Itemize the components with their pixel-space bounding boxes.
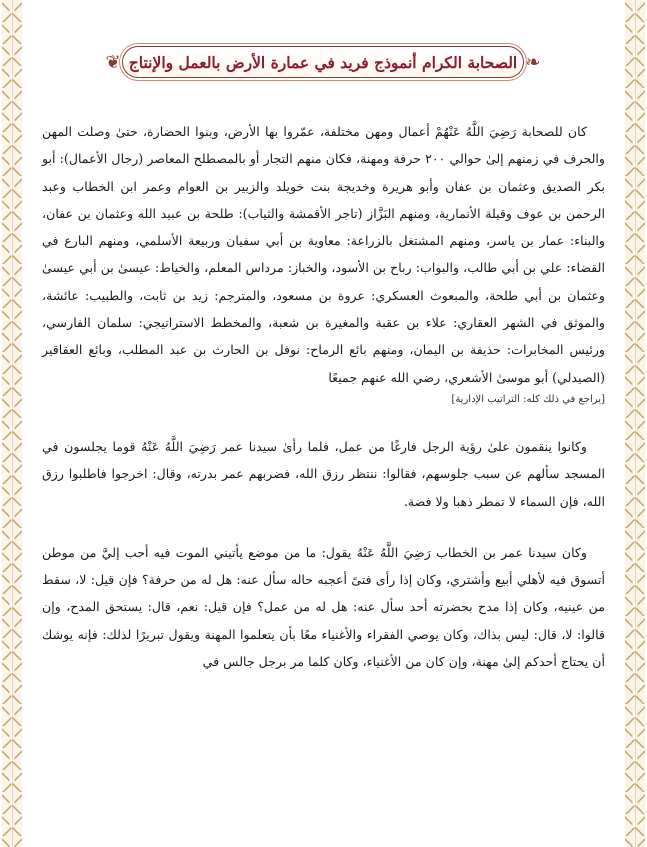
paragraph-3: وكان سيدنا عمر بن الخطاب رَضِيَ اللَّهُ عَنْهُ يقول: ما من موضع يأتيني الموت فيه أحب إليَّ من موطن أتسوق فيه لأهلي أبيع وأشتري، وكان إذا رأى فتىً أعجبه حاله سأل عنه: هل له من حرفة؟ فإن قيل: لا، سقط من عينيه، وكان إذا مدح بحضرته أحد سأل عنه: هل له من عمل؟ فإن قيل: نعم، قال: يستحق المدح، وإن قالوا: لا، قال: ليس بذاك، وكان يوصي الفقراء والأغنياء معًا بأن يتعلموا المهنة ويقول تبريرًا لذلك: فإنه يوشك أن يحتاج أحدكم إلىٰ مهنة، وإن كان من الأغنياء، وكان كلما مر برجل جالس في (42, 544, 606, 670)
reference-note-text: [يراجع في ذلك كله: التراتيب الإدارية] (451, 393, 605, 405)
ornament-right-icon: ❧ (525, 52, 541, 73)
article-body (42, 118, 605, 675)
title-banner (100, 42, 546, 82)
reference-note (42, 391, 605, 409)
decorative-border-left (2, 0, 22, 847)
paragraph-2: وكانوا ينقمون علىٰ رؤية الرجل فارغًا من عمل، فلما رأىٰ سيدنا عمر رَضِيَ اللَّهُ عَنْهُ قوما يجلسون في المسجد سألهم عن سبب جلوسهم، فقالوا: ننتظر رزق الله، فضربهم عمر بدرته، وقال: اخرجوا فاطلبوا رزق الله، فإن السماء لا تمطر ذهبا ولا فضة. (42, 438, 605, 509)
title-frame (122, 46, 524, 78)
page-title: الصحابة الكرام أنموذج فريد في عمارة الأرض بالعمل والإنتاج (128, 52, 518, 72)
paragraph-1: كان للصحابة رَضِيَ اللَّهُ عَنْهُمْ أعمال ومهن مختلفة، عمّروا بها الأرض، وبنوا الحضارة، حتىٰ وصلت المهن والحرف في زمنهم إلىٰ حوالي ٢٠٠ حرفة ومهنة، فكان منهم التجار أو بالمصطلح المعاصر (رجال الأعمال): أبو بكر الصديق وعثمان بن عفان وأبو هريرة وخديجة بنت خويلد والزبير بن العوام وعمر ابن الخطاب وعبد الرحمن بن عوف وقيلة الأنمارية، ومنهم البَزَّاز (تاجر الأقمشة والثياب): طلحة بن عبيد الله وعثمان بن عفان، والبناء: عمار بن ياسر، ومنهم المشتغل بالزراعة: معاوية بن أبي سفيان وربيعة الأسلمي، ومنهم البارع في القضاء: علي بن أبي طالب، والبواب: رباح بن الأسود، والخباز: مرداس المعلم، والخياط: عيسىٰ بن أبي عيسىٰ وعثمان بن أبي طلحة، والمبعوث العسكري: عروة بن مسعود، والمترجم: زيد بن ثابت، والطبيب: عائشة، والموثق في الشهر العقاري: علاء بن عقبة والمغيرة بن شعبة، والمخطط الاستراتيجي: سلمان الفارسي، ورئيس المخابرات: حذيفة بن اليمان، ومنهم بائع الرماح: نوفل بن الحارث بن عبد المطلب، وبائع العقاقير (الصيدلي) أبو موسىٰ الأشعري، رضي الله عنهم جميعًا (42, 124, 605, 385)
decorative-border-right (625, 0, 645, 847)
ornament-left-icon: ❦ (105, 52, 121, 73)
